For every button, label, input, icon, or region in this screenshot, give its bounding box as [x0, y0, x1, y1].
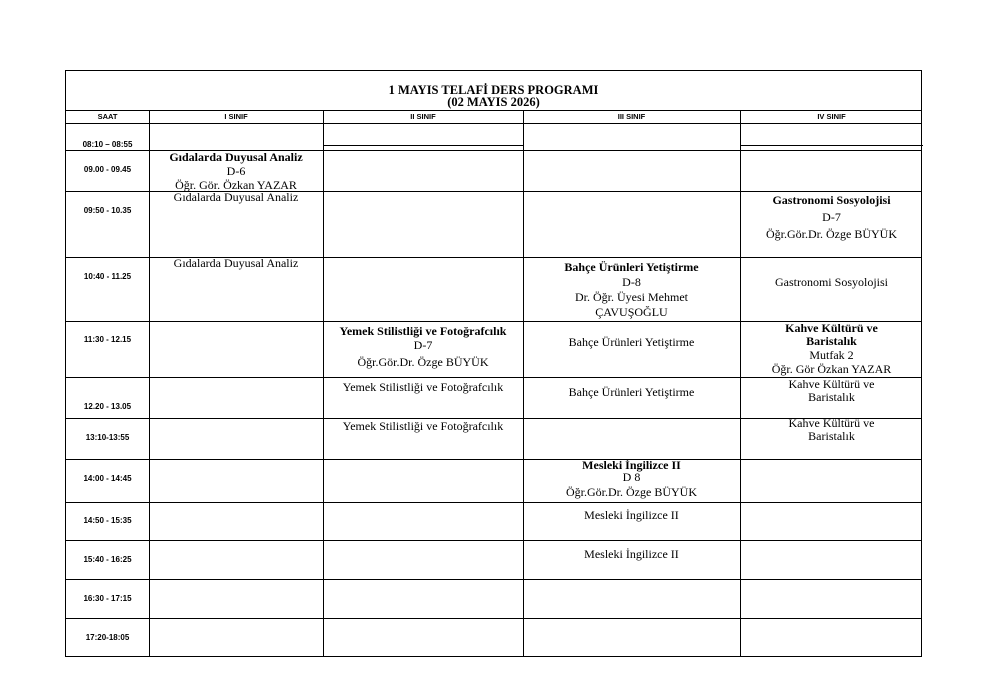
lesson-cell [523, 385, 740, 399]
course-name: Kahve Kültürü ve [788, 377, 875, 391]
grid-hline [66, 579, 921, 580]
course-name: Gastronomi Sosyolojisi [772, 193, 891, 207]
course-name-cont: Baristalık [808, 390, 855, 404]
room: Mutfak 2 [809, 348, 854, 362]
header-class-4: IV SINIF [817, 112, 846, 121]
time-slot: 15:40 - 16:25 [83, 555, 132, 564]
grid-hline [66, 459, 921, 460]
room: D-7 [413, 338, 433, 352]
lesson-cell [149, 190, 323, 204]
lesson-cell [149, 256, 323, 270]
time-slot: 09:50 - 10.35 [83, 206, 132, 215]
header-class-2: II SINIF [410, 112, 436, 121]
course-name: Kahve Kültürü ve [785, 321, 878, 335]
grid-subline [740, 145, 923, 146]
course-name: Kahve Kültürü ve [788, 416, 875, 430]
course-name: Mesleki İngilizce II [584, 508, 679, 522]
schedule-sheet [65, 70, 922, 657]
teacher: Dr. Öğr. Üyesi Mehmet [575, 290, 688, 304]
course-name: Bahçe Ürünleri Yetiştirme [564, 260, 699, 274]
time-slot: 09.00 - 09.45 [83, 165, 132, 174]
lesson-cell [740, 275, 923, 289]
grid-hline [66, 123, 921, 124]
room: D-8 [622, 275, 641, 289]
course-name: Gıdalarda Duyusal Analiz [173, 190, 299, 204]
grid-hline [66, 618, 921, 619]
title-line-1: 1 MAYIS TELAFİ DERS PROGRAMI [388, 83, 599, 97]
course-name: Gastronomi Sosyolojisi [774, 275, 888, 289]
course-name: Yemek Stilistliği ve Fotoğrafcılık [342, 419, 504, 433]
lesson-cell [523, 547, 740, 561]
course-name-cont: Baristalık [808, 429, 855, 443]
lesson-cell [523, 459, 740, 499]
lesson-cell [740, 417, 923, 443]
time-slot: 08:10 – 08:55 [82, 140, 133, 149]
lesson-cell [523, 260, 740, 319]
teacher-surname: ÇAVUŞOĞLU [595, 305, 668, 319]
teacher: Öğr.Gör.Dr. Özge BÜYÜK [357, 355, 489, 369]
time-slot: 13:10-13:55 [85, 433, 130, 442]
course-name: Bahçe Ürünleri Yetiştirme [568, 385, 695, 399]
teacher: Öğr. Gör. Özkan YAZAR [175, 178, 297, 192]
course-name: Mesleki İngilizce II [584, 547, 679, 561]
grid-hline [66, 502, 921, 503]
header-saat: SAAT [97, 112, 118, 121]
lesson-cell [523, 508, 740, 522]
header-class-3: III SINIF [617, 112, 646, 121]
course-name-cont: Baristalık [806, 334, 857, 348]
course-name: Yemek Stilistliği ve Fotoğrafcılık [339, 324, 507, 338]
lesson-cell [323, 324, 523, 369]
lesson-cell [149, 150, 323, 192]
time-slot: 11:30 - 12.15 [83, 335, 132, 344]
lesson-cell [523, 335, 740, 349]
room: D-6 [226, 164, 246, 178]
header-class-1: I SINIF [224, 112, 248, 121]
room: D-7 [822, 210, 841, 224]
course-name: Gıdalarda Duyusal Analiz [173, 256, 299, 270]
lesson-cell [323, 419, 523, 433]
room: D 8 [622, 470, 641, 484]
time-slot: 14:50 - 15:35 [83, 516, 132, 525]
time-slot: 16:30 - 17:15 [83, 594, 132, 603]
teacher: Öğr.Gör.Dr. Özge BÜYÜK [766, 227, 897, 241]
time-slot: 14:00 - 14:45 [83, 474, 132, 483]
time-slot: 12.20 - 13.05 [83, 402, 132, 411]
title-date: (02 MAYIS 2026) [447, 95, 540, 109]
lesson-cell [740, 193, 923, 241]
schedule-title [66, 71, 921, 111]
lesson-cell [740, 378, 923, 404]
teacher: Öğr. Gör Özkan YAZAR [771, 362, 892, 376]
course-name: Gıdalarda Duyusal Analiz [169, 150, 303, 164]
grid-hline [66, 540, 921, 541]
teacher: Öğr.Gör.Dr. Özge BÜYÜK [566, 485, 697, 499]
time-slot: 10:40 - 11.25 [83, 272, 132, 281]
course-name: Mesleki İngilizce II [582, 458, 681, 472]
grid-subline [323, 145, 523, 146]
course-name: Bahçe Ürünleri Yetiştirme [568, 335, 695, 349]
lesson-cell [323, 380, 523, 394]
course-name: Yemek Stilistliği ve Fotoğrafcılık [342, 380, 504, 394]
time-slot: 17:20-18:05 [85, 633, 130, 642]
lesson-cell [740, 322, 923, 376]
grid-vline [523, 111, 524, 656]
